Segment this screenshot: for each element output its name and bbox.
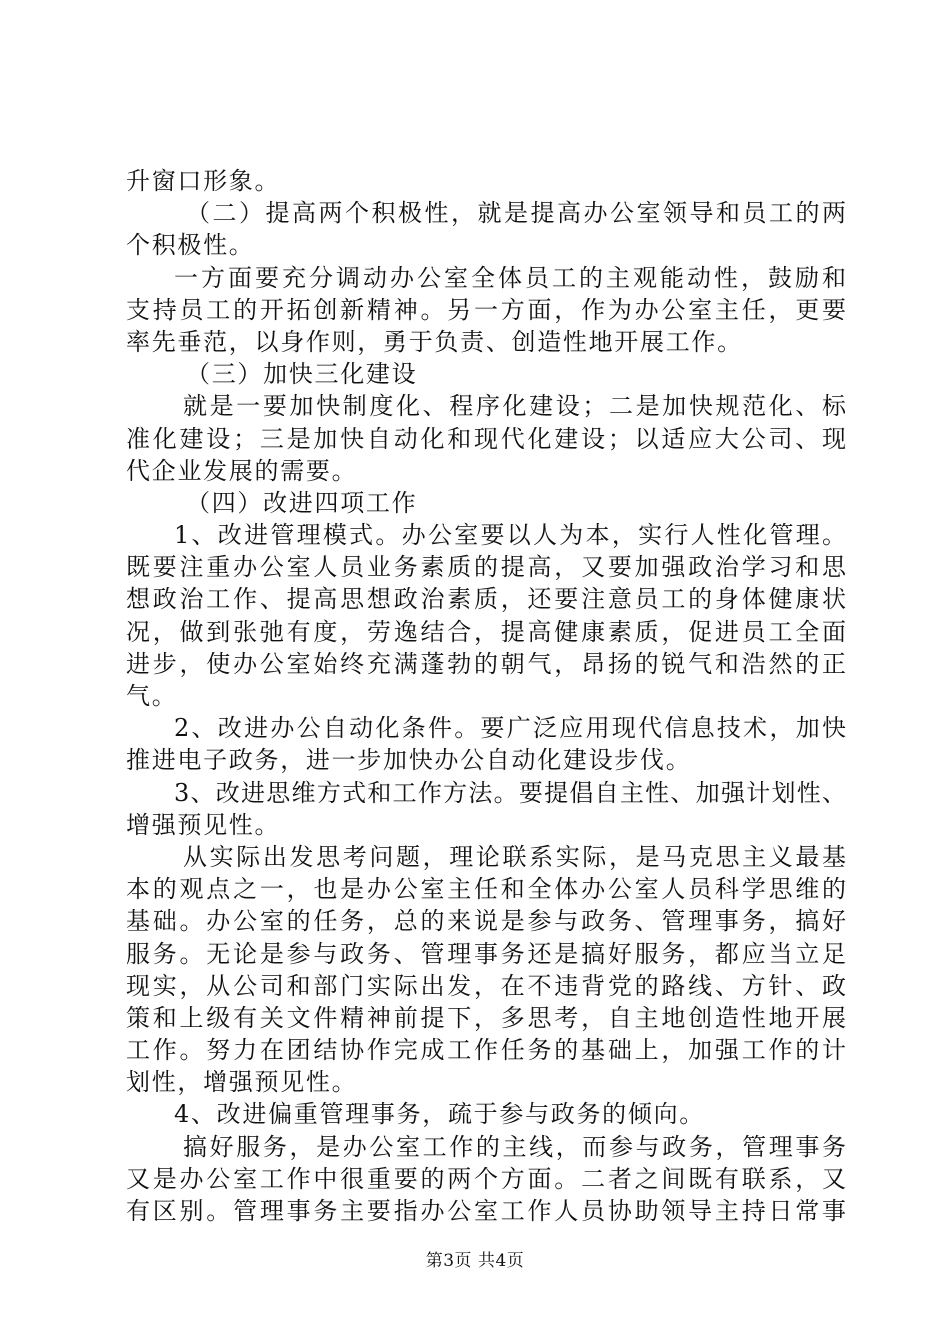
paragraph-line: 本的观点之一，也是办公室主任和全体办公室人员科学思维的 xyxy=(126,875,846,904)
paragraph-line: 就是一要加快制度化、程序化建设；二是加快规范化、标 xyxy=(183,392,846,421)
paragraph-line: 2、改进办公自动化条件。要广泛应用现代信息技术，加快 xyxy=(174,714,846,743)
paragraph-line: 又是办公室工作中很重要的两个方面。二者之间既有联系，又 xyxy=(126,1164,846,1193)
paragraph-line: 策和上级有关文件精神前提下，多思考，自主地创造性地开展 xyxy=(126,1003,846,1032)
paragraph-line: 现实，从公司和部门实际出发，在不违背党的路线、方针、政 xyxy=(126,971,846,1000)
paragraph-line: 想政治工作、提高思想政治素质，还要注意员工的身体健康状 xyxy=(126,585,846,614)
paragraph-line: 推进电子政务，进一步加快办公自动化建设步伐。 xyxy=(126,746,692,775)
paragraph-line: 从实际出发思考问题，理论联系实际，是马克思主义最基 xyxy=(183,842,846,871)
paragraph-line: 气。 xyxy=(126,682,178,710)
paragraph-line: 工作。努力在团结协作完成工作任务的基础上，加强工作的计 xyxy=(126,1036,846,1065)
paragraph-line: 划性，增强预见性。 xyxy=(126,1068,358,1097)
paragraph-line: 基础。办公室的任务，总的来说是参与政务、管理事务，搞好 xyxy=(126,907,846,936)
paragraph-line: 搞好服务，是办公室工作的主线，而参与政务，管理事务 xyxy=(183,1132,846,1161)
paragraph-line: 服务。无论是参与政务、管理事务还是搞好服务，都应当立足 xyxy=(126,939,846,968)
section-heading-3: （三）加快三化建设 xyxy=(186,360,418,389)
paragraph-line: 况，做到张弛有度，劳逸结合，提高健康素质，促进员工全面 xyxy=(126,617,846,646)
paragraph-line: 4、改进偏重管理事务，疏于参与政务的倾向。 xyxy=(174,1100,705,1129)
paragraph-line: 代企业发展的需要。 xyxy=(126,456,358,485)
paragraph-line: 率先垂范，以身作则，勇于负责、创造性地开展工作。 xyxy=(126,327,743,356)
paragraph-line: 一方面要充分调动办公室全体员工的主观能动性，鼓励和 xyxy=(174,263,846,292)
paragraph-line: 支持员工的开拓创新精神。另一方面，作为办公室主任，更要 xyxy=(126,295,846,324)
paragraph-line: 既要注重办公室人员业务素质的提高，又要加强政治学习和思 xyxy=(126,553,846,582)
paragraph-line: 有区别。管理事务主要指办公室工作人员协助领导主持日常事 xyxy=(126,1197,846,1225)
page-number-footer: 第3页 共4页 xyxy=(425,1251,525,1271)
paragraph-line: 升窗口形象。 xyxy=(126,167,281,195)
paragraph-line: 3、改进思维方式和工作方法。要提倡自主性、加强计划性、 xyxy=(174,778,846,807)
paragraph-line: 增强预见性。 xyxy=(126,810,281,839)
section-heading-2: （二）提高两个积极性，就是提高办公室领导和员工的两 xyxy=(186,199,846,228)
paragraph-line: 进步，使办公室始终充满蓬勃的朝气，昂扬的锐气和浩然的正 xyxy=(126,649,846,678)
document-body xyxy=(126,165,846,1227)
paragraph-line: 1、改进管理模式。办公室要以人为本，实行人性化管理。 xyxy=(174,521,846,550)
paragraph-line: 个积极性。 xyxy=(126,231,255,260)
section-heading-4: （四）改进四项工作 xyxy=(186,488,418,517)
paragraph-line: 准化建设；三是加快自动化和现代化建设；以适应大公司、现 xyxy=(126,424,846,453)
